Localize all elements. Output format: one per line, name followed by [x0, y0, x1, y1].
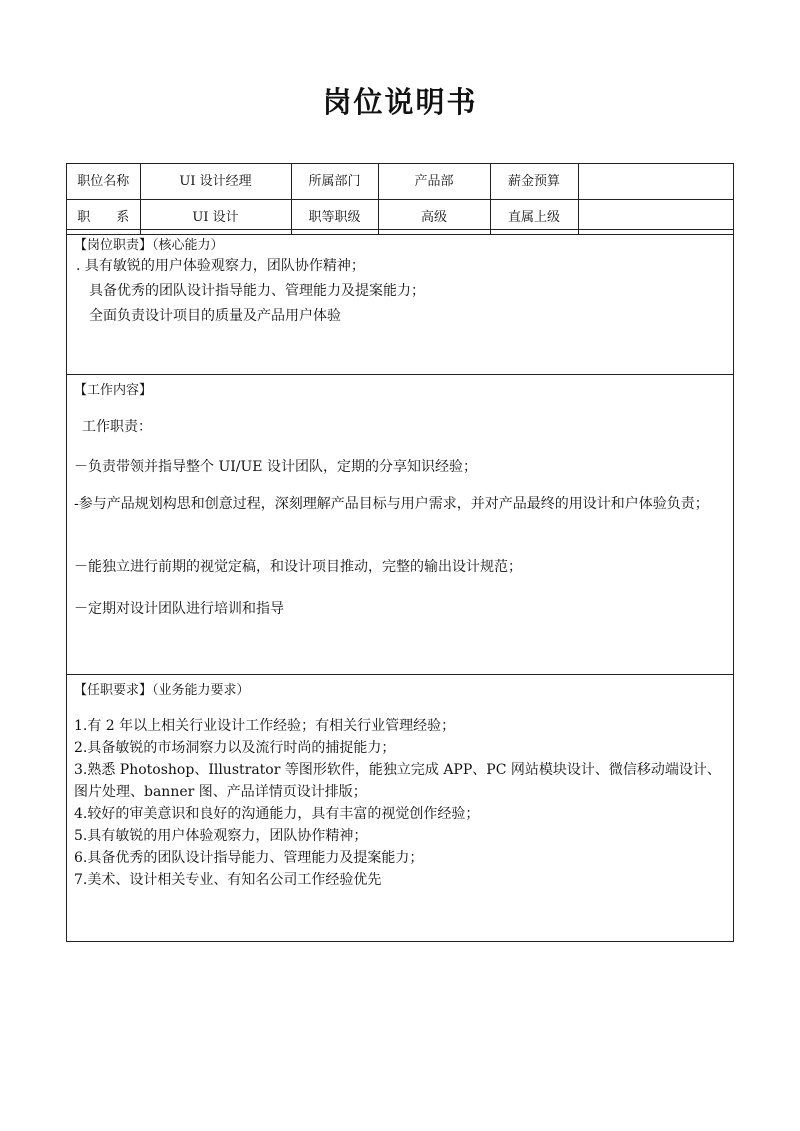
salary-budget-value — [578, 164, 733, 199]
direct-supervisor-label: 直属上级 — [490, 199, 578, 234]
job-info-table — [67, 164, 733, 235]
duty-line: 全面负责设计项目的质量及产品用户体验 — [89, 308, 341, 324]
duties-heading: 【岗位职责】（核心能力） — [74, 238, 224, 253]
position-name-value: UI 设计经理 — [140, 164, 291, 199]
requirements-section — [67, 674, 733, 942]
job-description-sheet — [66, 163, 734, 942]
info-row-1 — [67, 164, 733, 199]
position-name-label: 职位名称 — [67, 164, 140, 199]
requirement-item: 1.有 2 年以上相关行业设计工作经验；有相关行业管理经验； — [74, 718, 456, 734]
duties-section — [67, 229, 733, 374]
salary-budget-label: 薪金预算 — [490, 164, 578, 199]
requirement-item: 7.美术、设计相关专业、有知名公司工作经验优先 — [74, 872, 382, 888]
document-title: 岗位说明书 — [322, 85, 478, 119]
job-grade-label: 职等职级 — [291, 199, 378, 234]
work-intro: 工作职责： — [82, 419, 152, 435]
requirement-item: 6.具备优秀的团队设计指导能力、管理能力及提案能力； — [74, 850, 424, 866]
requirement-item: 4.较好的审美意识和良好的沟通能力，具有丰富的视觉创作经验； — [74, 806, 480, 822]
requirement-item: 2.具备敏锐的市场洞察力以及流行时尚的捕捉能力； — [74, 740, 396, 756]
job-series-label: 职 系 — [67, 199, 140, 234]
department-label: 所属部门 — [291, 164, 378, 199]
job-series-value: UI 设计 — [140, 199, 291, 234]
department-value: 产品部 — [378, 164, 490, 199]
work-item: －负责带领并指导整个 UI/UE 设计团队，定期的分享知识经验； — [74, 459, 477, 475]
requirements-heading: 【任职要求】（业务能力要求） — [74, 683, 250, 698]
work-content-section — [67, 374, 733, 674]
duty-line: 具备优秀的团队设计指导能力、管理能力及提案能力； — [89, 283, 425, 299]
requirements-list — [74, 715, 730, 891]
work-item: －能独立进行前期的视觉定稿，和设计项目推动，完整的输出设计规范； — [74, 559, 522, 575]
job-grade-value: 高级 — [378, 199, 490, 234]
duty-line: . 具有敏锐的用户体验观察力，团队协作精神； — [76, 258, 365, 274]
requirement-item: 3.熟悉 Photoshop、Illustrator 等图形软件，能独立完成 APP、PC 网站模块设计、微信移动端设计、图片处理、banner 图、产品详情页设计排版； — [74, 762, 721, 800]
work-content-heading: 【工作内容】 — [74, 383, 153, 398]
requirement-item: 5.具有敏锐的用户体验观察力，团队协作精神； — [74, 828, 368, 844]
work-item: －定期对设计团队进行培训和指导 — [74, 601, 284, 617]
work-item: -参与产品规划构思和创意过程，深刻理解产品目标与用户需求，并对产品最终的用设计和户体验负责； — [74, 496, 709, 512]
